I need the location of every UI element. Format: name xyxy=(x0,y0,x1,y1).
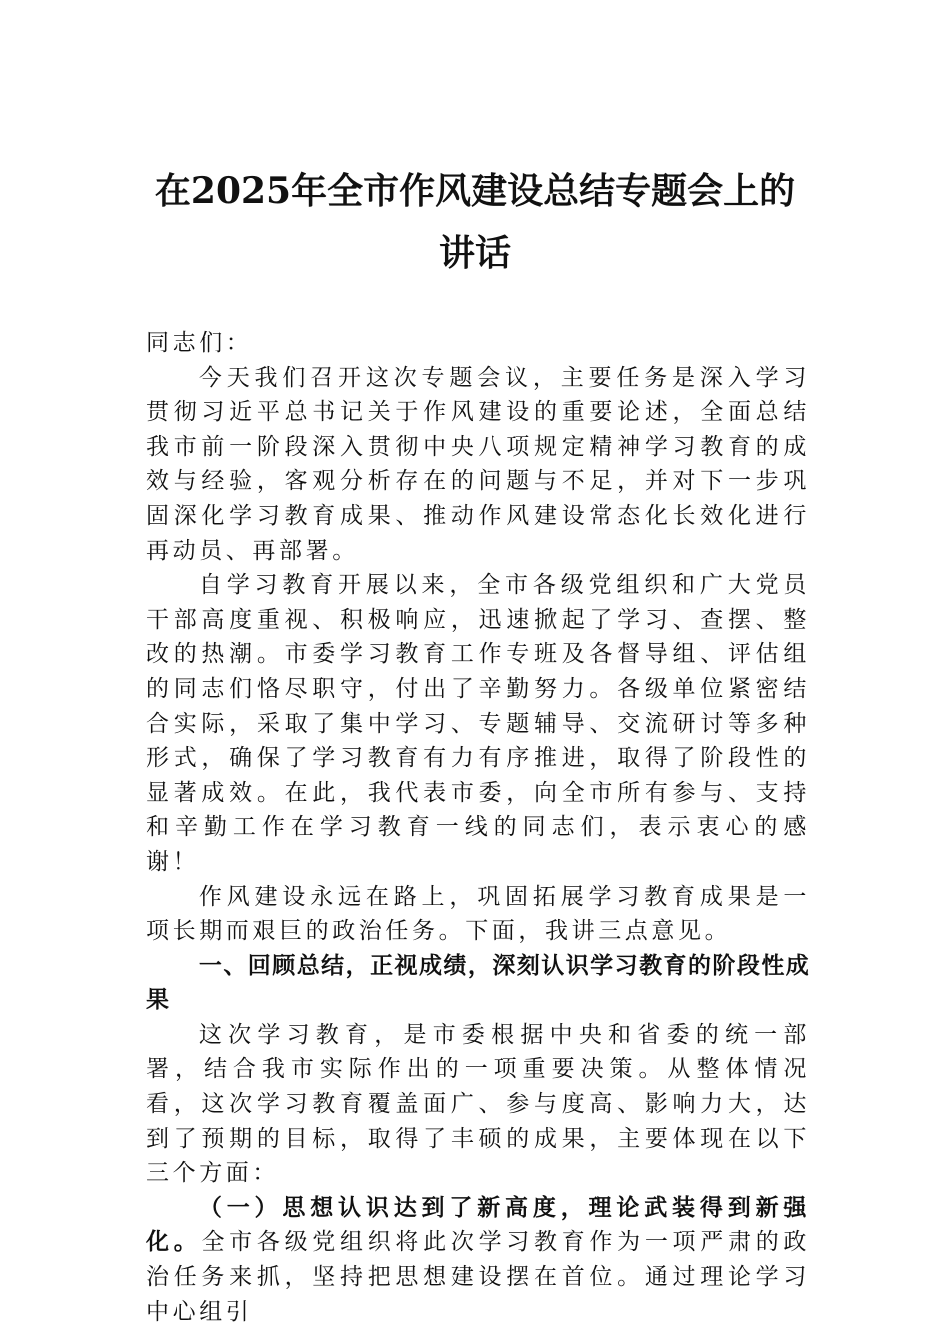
paragraph-opening: 今天我们召开这次专题会议，主要任务是深入学习贯彻习近平总书记关于作风建设的重要论述，全面总结我市前一阶段深入贯彻中央八项规定精神学习教育的成效与经验，客观分析存在的问题与不足，并对下一步巩固深化学习教育成果、推动作风建设常态化长效化进行再动员、再部署。 xyxy=(146,364,810,564)
subsection-1-text: 全市各级党组织将此次学习教育作为一项严肃的政治任务来抓，坚持把思想建设摆在首位。通过理论学习中心组引 xyxy=(146,1229,811,1325)
document-body xyxy=(146,326,810,1329)
paragraph-thanks: 自学习教育开展以来，全市各级党组织和广大党员干部高度重视、积极响应，迅速掀起了学习、查摆、整改的热潮。市委学习教育工作专班及各督导组、评估组的同志们恪尽职守，付出了辛勤努力。各级单位紧密结合实际，采取了集中学习、专题辅导、交流研讨等多种形式，确保了学习教育有力有序推进，取得了阶段性的显著成效。在此，我代表市委，向全市所有参与、支持和辛勤工作在学习教育一线的同志们，表示衷心的感谢！ xyxy=(146,572,810,875)
document-title: 在2025年全市作风建设总结专题会上的讲话 xyxy=(154,170,796,274)
subsection-heading-1: （一）思想认识达到了新高度，理论武装得到新强化。 xyxy=(146,1193,810,1256)
subsection-1-paragraph xyxy=(146,1191,810,1329)
section-heading-1: 一、回顾总结，正视成绩，深刻认识学习教育的阶段性成果 xyxy=(146,952,810,1014)
paragraph-outline: 作风建设永远在路上，巩固拓展学习教育成果是一项长期而艰巨的政治任务。下面，我讲三点意见。 xyxy=(146,883,810,945)
section-1-paragraph: 这次学习教育，是市委根据中央和省委的统一部署，结合我市实际作出的一项重要决策。从整体情况看，这次学习教育覆盖面广、参与度高、影响力大，达到了预期的目标，取得了丰硕的成果，主要体现在以下三个方面： xyxy=(146,1021,810,1187)
salutation: 同志们： xyxy=(146,330,253,356)
